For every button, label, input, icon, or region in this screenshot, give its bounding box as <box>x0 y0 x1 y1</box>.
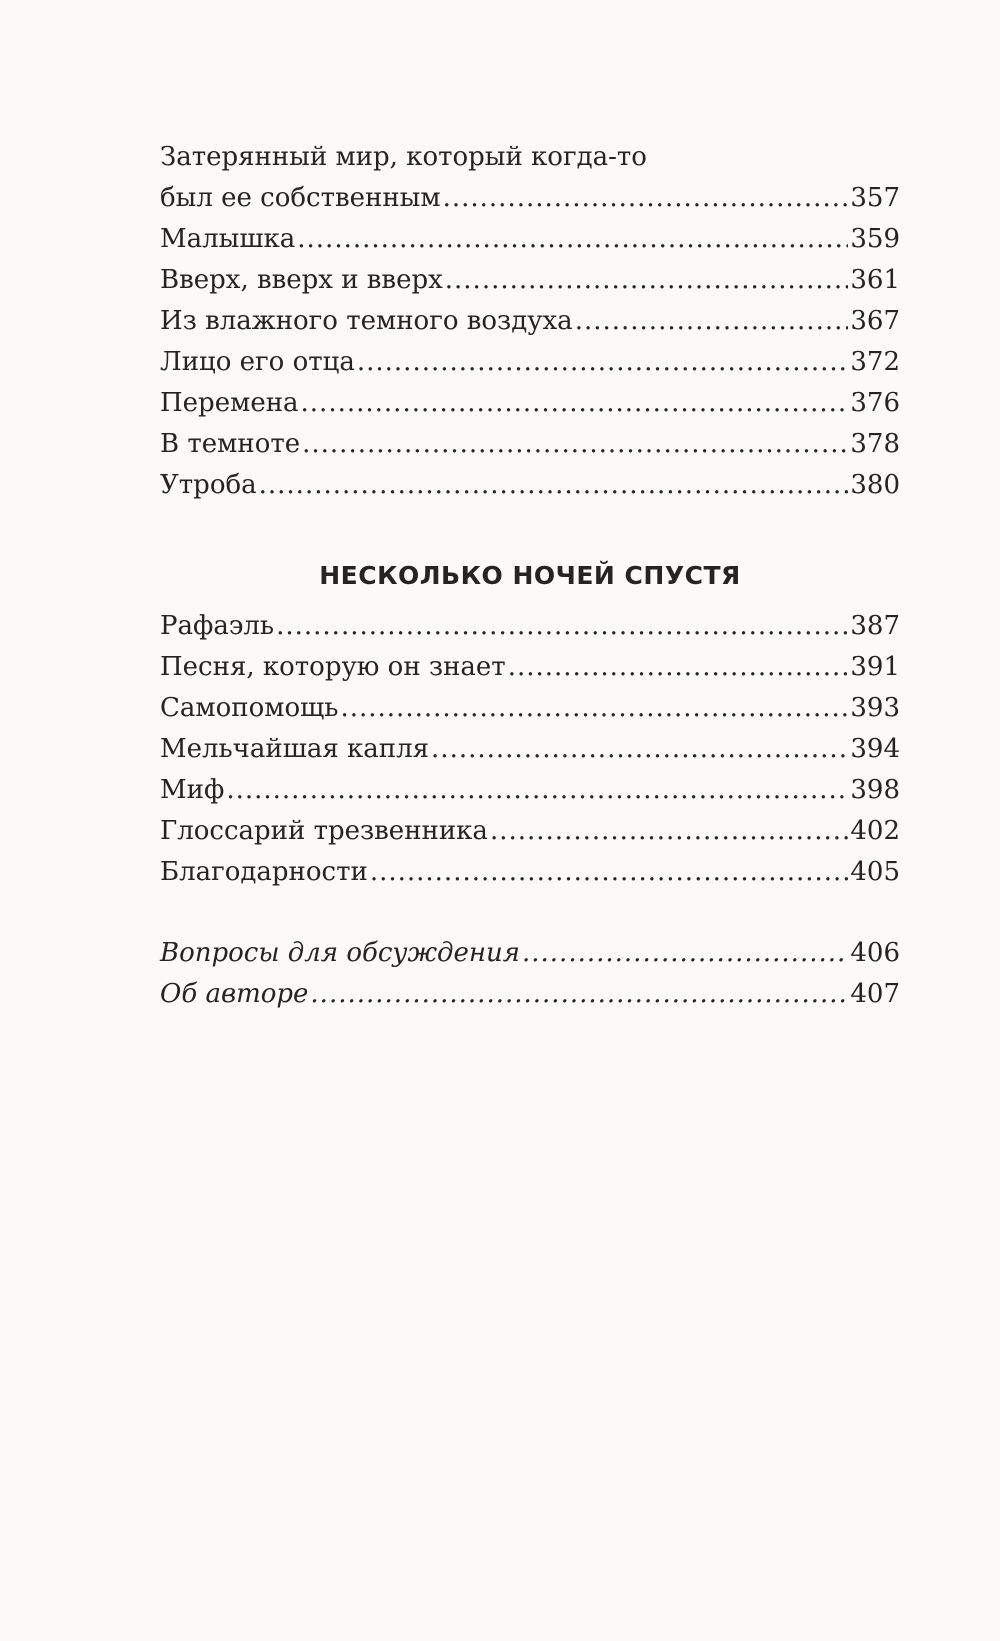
toc-entry <box>160 852 900 893</box>
toc-entry-page: 393 <box>850 693 900 723</box>
toc-entry-title: Из влажного темного воздуха <box>160 306 573 336</box>
toc-entry-title: Самопомощь <box>160 693 339 723</box>
toc-entry <box>160 383 900 424</box>
toc-entry-page: 376 <box>850 388 900 418</box>
toc-entry-page: 398 <box>850 775 900 805</box>
toc-entry-title: Перемена <box>160 388 299 418</box>
toc-entry <box>160 342 900 383</box>
toc-entry-title: Рафаэль <box>160 611 275 641</box>
toc-entry-title: Затерянный мир, который когда-то <box>160 142 647 172</box>
toc-entry <box>160 770 900 811</box>
dot-leader <box>259 465 849 506</box>
toc-entry-page: 407 <box>850 979 900 1009</box>
toc-entry-title: Вопросы для обсуждения <box>160 938 520 968</box>
toc-entry-page: 367 <box>850 306 900 336</box>
toc-entry-title: В темноте <box>160 429 301 459</box>
dot-leader <box>490 811 848 852</box>
toc-entry-title: Вверх, вверх и вверх <box>160 265 443 295</box>
dot-leader <box>340 688 848 729</box>
toc-entry-title: Мельчайшая капля <box>160 734 430 764</box>
dot-leader <box>310 974 848 1015</box>
toc-entry <box>160 811 900 852</box>
dot-leader <box>301 383 849 424</box>
toc-entry-page: 391 <box>850 652 900 682</box>
toc-entry-page: 387 <box>850 611 900 641</box>
toc-entry-page: 359 <box>850 224 900 254</box>
spacer <box>160 893 900 933</box>
toc-entry-page: 361 <box>850 265 900 295</box>
dot-leader <box>302 424 848 465</box>
toc-entry-title: Утроба <box>160 470 257 500</box>
table-of-contents <box>160 137 900 1015</box>
toc-entry-title: был ее собственным <box>160 183 441 213</box>
toc-entry <box>160 465 900 506</box>
toc-entry-page: 378 <box>850 429 900 459</box>
toc-entry-page: 406 <box>850 938 900 968</box>
toc-entry-page: 394 <box>850 734 900 764</box>
toc-entry <box>160 729 900 770</box>
toc-entry <box>160 301 900 342</box>
toc-entry <box>160 647 900 688</box>
dot-leader <box>445 260 849 301</box>
toc-entry-title: Лицо его отца <box>160 347 355 377</box>
dot-leader <box>357 342 849 383</box>
toc-entry-page: 357 <box>850 183 900 213</box>
dot-leader <box>431 729 848 770</box>
dot-leader <box>226 770 848 811</box>
toc-entry-title: Песня, которую он знает <box>160 652 506 682</box>
dot-leader <box>522 933 848 974</box>
toc-entry <box>160 178 900 219</box>
spacer <box>160 506 900 546</box>
toc-entry-title: Малышка <box>160 224 296 254</box>
toc-entry-page: 380 <box>850 470 900 500</box>
dot-leader <box>443 178 849 219</box>
toc-entry <box>160 219 900 260</box>
toc-entry-title: Глоссарий трезвенника <box>160 816 488 846</box>
toc-entry <box>160 260 900 301</box>
toc-entry <box>160 606 900 647</box>
toc-appendix-entry <box>160 933 900 974</box>
toc-entry-page: 402 <box>850 816 900 846</box>
dot-leader <box>297 219 848 260</box>
dot-leader <box>575 301 849 342</box>
toc-entry <box>160 688 900 729</box>
toc-entry-title: Миф <box>160 775 225 805</box>
toc-entry-title: Об авторе <box>160 979 309 1009</box>
dot-leader <box>508 647 849 688</box>
toc-entry <box>160 424 900 465</box>
toc-entry-page: 405 <box>850 857 900 887</box>
toc-entry-title-first-line <box>160 137 900 178</box>
section-heading: НЕСКОЛЬКО НОЧЕЙ СПУСТЯ <box>319 561 741 590</box>
dot-leader <box>370 852 849 893</box>
toc-appendix-entry <box>160 974 900 1015</box>
toc-entry-page: 372 <box>850 347 900 377</box>
dot-leader <box>276 606 848 647</box>
toc-entry-title: Благодарности <box>160 857 368 887</box>
